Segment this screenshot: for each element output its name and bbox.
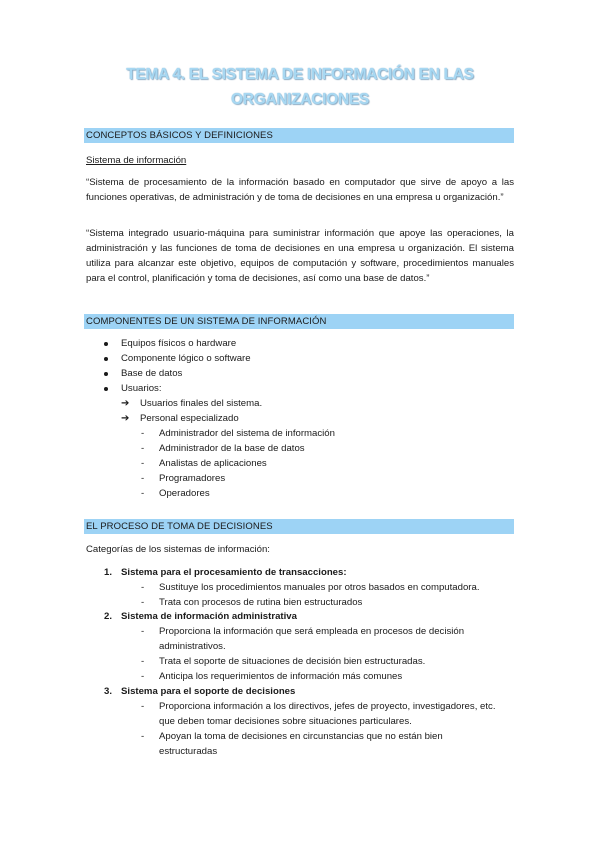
list-number: 2. [104,611,113,622]
list-item: Operadores [159,488,210,499]
list-item: Componente lógico o software [121,353,251,364]
bullet-icon [104,387,108,391]
dash-marker: - [141,488,145,499]
category-title: Sistema para el soporte de decisiones [121,686,296,697]
section-heading-componentes: COMPONENTES DE UN SISTEMA DE INFORMACIÓN [84,314,514,329]
definition-paragraph-2: “Sistema integrado usuario-máquina para suministrar información que apoye las operaciones, la administración y las funciones de toma de decisiones en una empresa u organización. El sistema utiliza para alcanzar este objetivo, equipos de computación y software, procedimientos manuales para el control, planificación y toma de decisiones, así como una base de datos.” [86,228,514,284]
list-item: Trata el soporte de situaciones de decisión bien estructuradas. [159,656,426,667]
document-title [86,62,514,112]
list-item: Base de datos [121,368,183,379]
list-item: Anticipa los requerimientos de información más comunes [159,671,403,682]
list-item: Usuarios finales del sistema. [140,398,263,409]
dash-marker: - [141,597,145,608]
bullet-icon [104,357,108,361]
dash-marker: - [141,731,145,742]
bullet-icon [104,372,108,376]
subheading-sistema-informacion: Sistema de información [86,155,187,166]
list-item: Apoyan la toma de decisiones en circunstancias que no están bien estructuradas [159,731,443,757]
list-item: Trata con procesos de rutina bien estructurados [159,597,363,608]
dash-marker: - [141,656,145,667]
category-title: Sistema para el procesamiento de transacciones: [121,567,347,578]
list-item: Programadores [159,473,226,484]
list-number: 1. [104,567,113,578]
list-item: Proporciona la información que será empleada en procesos de decisión administrativos. [159,626,465,652]
definition-paragraph-1: “Sistema de procesamiento de la información basado en computador que sirve de apoyo a las funciones operativas, de administración y de toma de decisiones en una empresa u organización.” [86,177,514,203]
list-item: Proporciona información a los directivos, jefes de proyecto, investigadores, etc. que deben tomar decisiones sobre situaciones particulares. [159,701,496,727]
arrow-right-icon: ➔ [121,398,130,409]
section-heading-conceptos: CONCEPTOS BÁSICOS Y DEFINICIONES [84,128,514,143]
list-item: Equipos físicos o hardware [121,338,237,349]
list-item: Analistas de aplicaciones [159,458,267,469]
section-heading-proceso: EL PROCESO DE TOMA DE DECISIONES [84,519,514,534]
dash-marker: - [141,582,145,593]
dash-marker: - [141,626,145,637]
list-item: Personal especializado [140,413,239,424]
list-item: Administrador del sistema de información [159,428,335,439]
list-item: Sustituye los procedimientos manuales por otros basados en computadora. [159,582,480,593]
dash-marker: - [141,458,145,469]
title-line-2: ORGANIZACIONES [231,91,369,108]
list-item: Administrador de la base de datos [159,443,305,454]
dash-marker: - [141,443,145,454]
list-number: 3. [104,686,113,697]
bullet-icon [104,342,108,346]
title-line-1: TEMA 4. EL SISTEMA DE INFORMACIÓN EN LAS [126,66,474,83]
categories-intro: Categorías de los sistemas de información: [86,544,270,555]
dash-marker: - [141,671,145,682]
list-item: Usuarios: [121,383,162,394]
arrow-right-icon: ➔ [121,413,130,424]
dash-marker: - [141,428,145,439]
dash-marker: - [141,473,145,484]
category-title: Sistema de información administrativa [121,611,297,622]
dash-marker: - [141,701,145,712]
